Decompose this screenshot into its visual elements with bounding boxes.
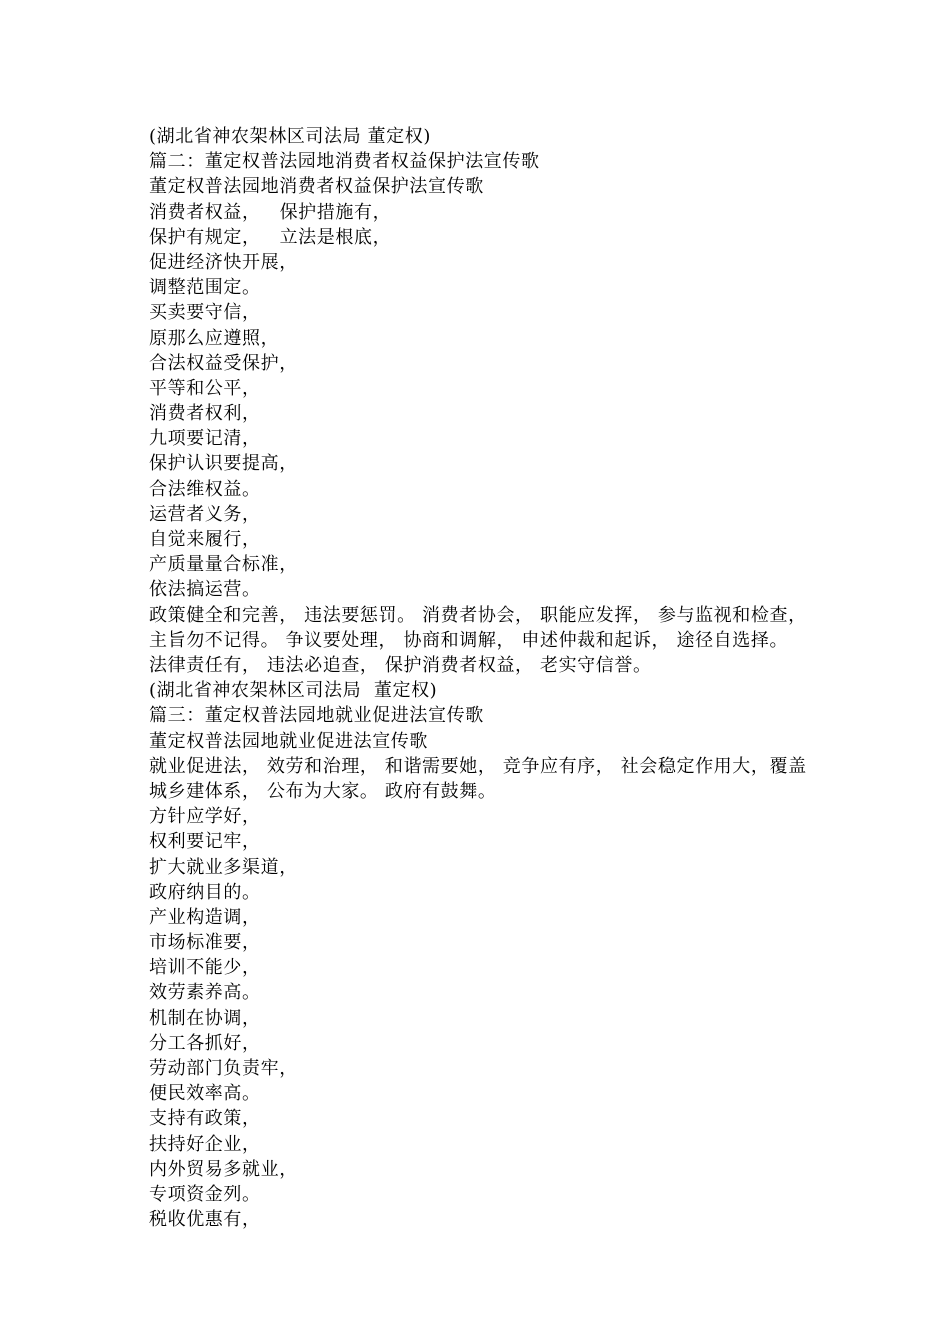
song-block-1 bbox=[149, 124, 809, 603]
text-line: (湖北省神农架林区司法局 董定权) bbox=[149, 126, 431, 147]
text-line: 消费者权益， 保护措施有， bbox=[149, 201, 392, 223]
text-line: 培训不能少， bbox=[149, 957, 261, 979]
text-line: 产业构造调， bbox=[149, 906, 261, 928]
text-line: 合法维权益。 bbox=[149, 478, 261, 500]
text-line: 九项要记清， bbox=[149, 428, 261, 450]
text-line: 效劳素养高。 bbox=[149, 982, 261, 1004]
text-line: 篇三：董定权普法园地就业促进法宣传歌 bbox=[149, 705, 484, 727]
text-line: 消费者权利， bbox=[149, 403, 261, 425]
text-line: 买卖要守信， bbox=[149, 302, 261, 324]
text-line: 劳动部门负责牢， bbox=[149, 1058, 298, 1080]
text-line: 方针应学好， bbox=[149, 806, 261, 828]
document-body bbox=[149, 124, 809, 1232]
text-line: 政府纳目的。 bbox=[149, 881, 261, 903]
paragraph-2: 就业促进法， 效劳和治理， 和谐需要她， 竞争应有序， 社会稳定作用大，覆盖城乡建体系， 公布为大家。 政府有鼓舞。 bbox=[149, 755, 807, 802]
text-line: 运营者义务， bbox=[149, 503, 261, 525]
song-block-3 bbox=[149, 804, 809, 1232]
text-line: 分工各抓好， bbox=[149, 1032, 261, 1054]
text-line: 原那么应遵照， bbox=[149, 327, 280, 349]
text-line: 市场标准要， bbox=[149, 932, 261, 954]
text-line: 内外贸易多就业， bbox=[149, 1158, 298, 1180]
text-line: 促进经济快开展， bbox=[149, 251, 298, 273]
text-line: 自觉来履行， bbox=[149, 529, 261, 550]
text-line: 依法搞运营。 bbox=[149, 579, 261, 601]
text-line: 便民效率高。 bbox=[149, 1083, 261, 1105]
paragraph-1: 政策健全和完善， 违法要惩罚。 消费者协会， 职能应发挥， 参与监视和检查， 主旨勿不记得。 争议要处理， 协商和调解， 申述仲裁和起诉， 途径自选择。 法律责任有， 违法必追查， 保护消费者权益， 老实守信誉。 bbox=[149, 604, 807, 676]
text-line: 董定权普法园地就业促进法宣传歌 bbox=[149, 730, 428, 752]
song-block-2 bbox=[149, 678, 809, 754]
text-line: 扩大就业多渠道， bbox=[149, 856, 298, 878]
text-line: 篇二：董定权普法园地消费者权益保护法宣传歌 bbox=[149, 151, 540, 173]
text-line: (湖北省神农架林区司法局 董定权) bbox=[149, 680, 438, 702]
text-line: 权利要记牢， bbox=[149, 831, 261, 853]
text-line: 平等和公平， bbox=[149, 377, 261, 399]
text-line: 机制在协调， bbox=[149, 1007, 261, 1029]
text-line: 税收优惠有， bbox=[149, 1209, 261, 1231]
text-line: 保护认识要提高， bbox=[149, 453, 298, 475]
text-line: 调整范围定。 bbox=[149, 277, 261, 299]
text-line: 专项资金列。 bbox=[149, 1183, 261, 1205]
text-line: 董定权普法园地消费者权益保护法宣传歌 bbox=[149, 176, 484, 198]
text-line: 合法权益受保护， bbox=[149, 352, 298, 374]
text-line: 产质量量合标准， bbox=[149, 554, 298, 576]
text-line: 扶持好企业， bbox=[149, 1133, 261, 1155]
text-line: 保护有规定， 立法是根底， bbox=[149, 226, 392, 248]
text-line: 支持有政策， bbox=[149, 1108, 261, 1130]
